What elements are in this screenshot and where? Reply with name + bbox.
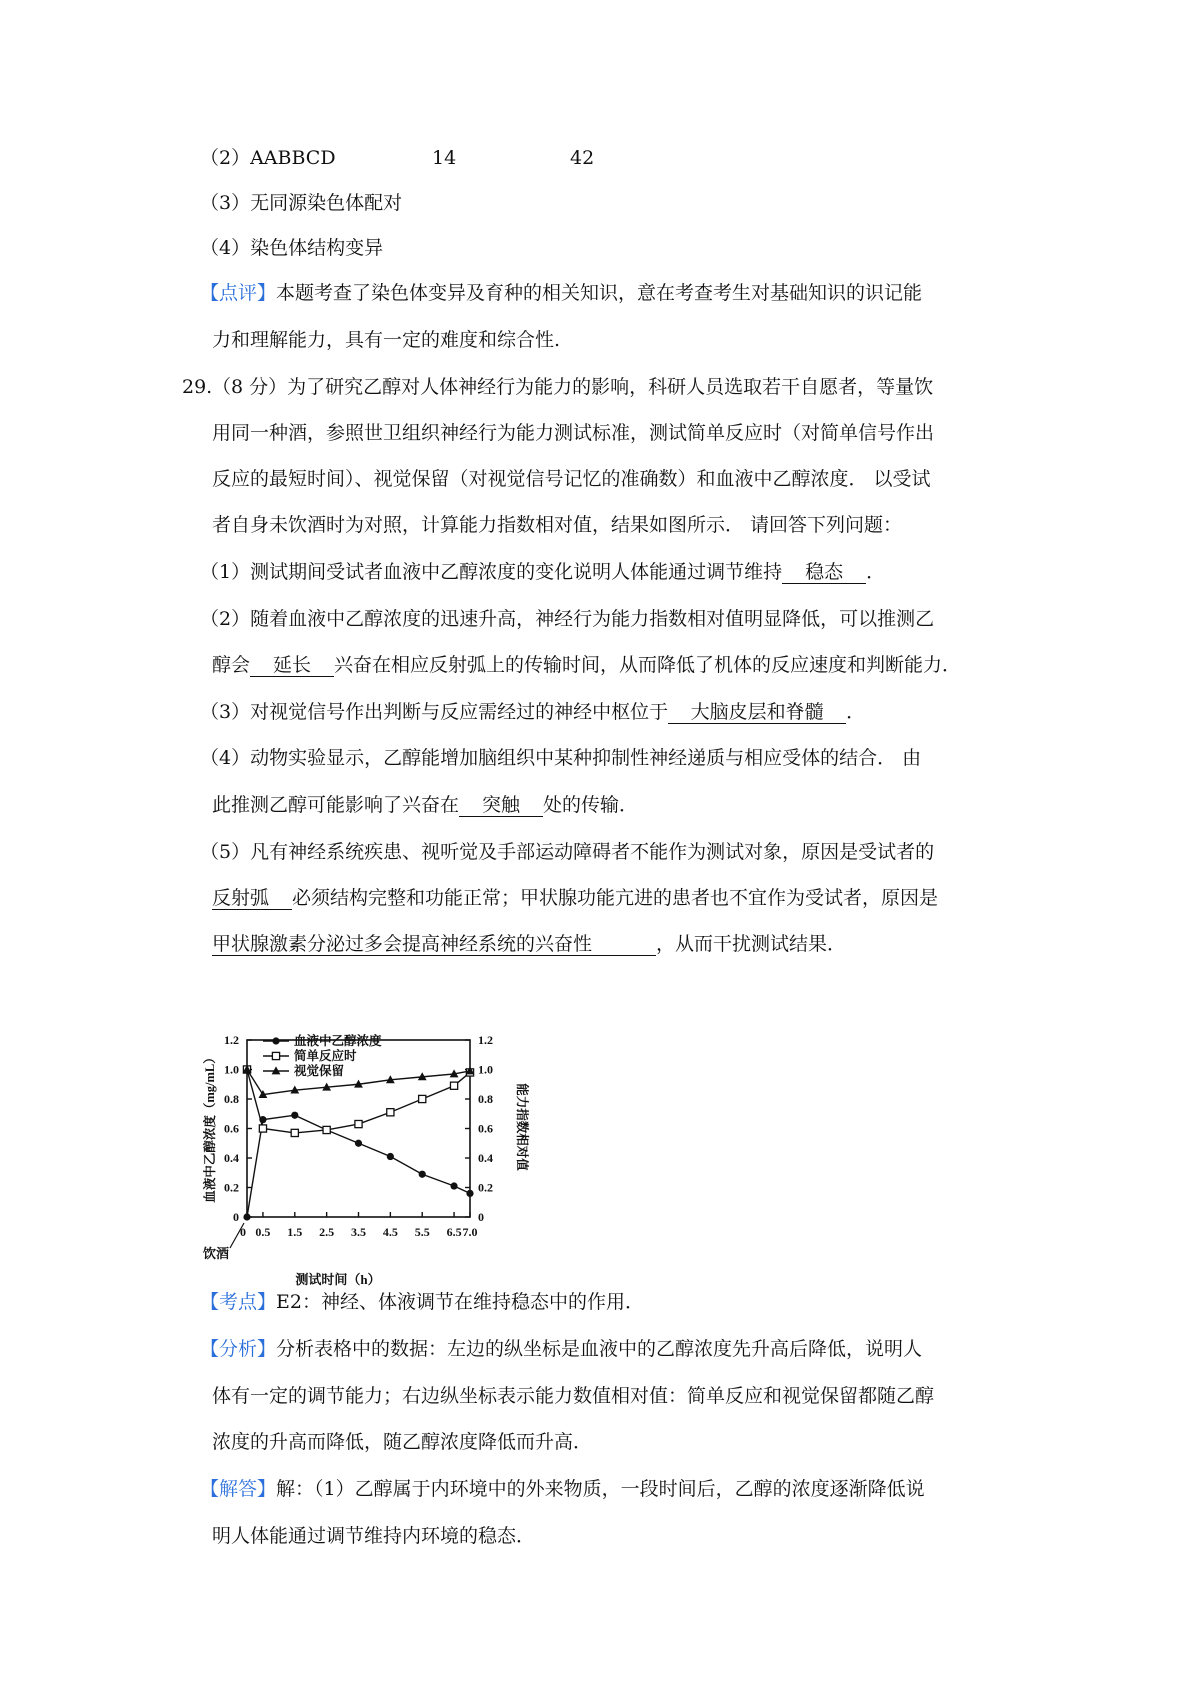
- data-point: [450, 1082, 457, 1089]
- y-tick-label-left: 0.6: [224, 1121, 239, 1136]
- ethanol-chart: [200, 1002, 580, 1292]
- data-point: [272, 1052, 279, 1059]
- data-point: [387, 1109, 394, 1116]
- chart-xlabel: 测试时间（h）: [295, 1272, 381, 1287]
- subq-2-text-end: 兴奋在相应反射弧上的传输时间，从而降低了机体的反应速度和判断能力．: [334, 654, 962, 676]
- jieda-line-1: [200, 1477, 925, 1501]
- subq-2-answer: 延长: [250, 654, 334, 677]
- data-point: [291, 1129, 298, 1136]
- subq-3: [200, 700, 865, 724]
- data-point: [243, 1213, 250, 1220]
- answer-2-number-1: 14: [432, 147, 457, 169]
- y-tick-label-left: 1.2: [224, 1033, 239, 1047]
- y-tick-label-left: 0.8: [224, 1092, 239, 1106]
- question-line-2: 用同一种酒，参照世卫组织神经行为能力测试标准，测试简单反应时（对简单信号作出: [212, 422, 935, 444]
- answer-2-value-1: [432, 146, 456, 170]
- data-point: [323, 1126, 330, 1133]
- subq-5-line-3: [212, 932, 846, 956]
- data-point: [291, 1112, 298, 1119]
- subq-5-line-1: （5）凡有神经系统疾患、视听觉及手部运动障碍者不能作为测试对象，原因是受试者的: [200, 841, 935, 863]
- subq-5-answer-2: 甲状腺激素分泌过多会提高神经系统的兴奋性: [212, 933, 656, 956]
- review-line-2: 力和理解能力，具有一定的难度和综合性.: [212, 329, 561, 351]
- y-tick-label-right: 0.4: [478, 1151, 493, 1165]
- y-tick-label-right: 0.6: [478, 1121, 493, 1136]
- y-tick-label-right: 1.2: [478, 1033, 493, 1047]
- legend-label: 血液中乙醇浓度: [294, 1034, 382, 1048]
- data-point: [272, 1037, 279, 1044]
- fenxi-tag: 【分析】: [200, 1338, 277, 1360]
- subq-4-end: 处的传输．: [543, 794, 639, 816]
- chart-axes: [247, 1040, 470, 1217]
- subq-3-answer: 大脑皮层和脊髓: [668, 701, 846, 724]
- question-number: 29.: [182, 376, 213, 398]
- subq-5-end: ，从而干扰测试结果．: [656, 933, 847, 955]
- question-line-1: （8 分）为了研究乙醇对人体神经行为能力的影响，科研人员选取若干自愿者，等量饮: [212, 376, 934, 398]
- subq-1-end: ．: [866, 561, 886, 583]
- subq-1-text: （1）测试期间受试者血液中乙醇浓度的变化说明人体能通过调节维持: [200, 561, 783, 583]
- subq-4-text: 此推测乙醇可能影响了兴奋在: [212, 794, 460, 816]
- question-line-4: 者自身未饮酒时为对照，计算能力指数相对值，结果如图所示． 请回答下列问题：: [212, 514, 903, 536]
- x-tick-label: 2.5: [319, 1225, 335, 1239]
- subq-4-line-1: （4）动物实验显示，乙醇能增加脑组织中某种抑制性神经递质与相应受体的结合． 由: [200, 747, 922, 769]
- fenxi-text-1: 分析表格中的数据：左边的纵坐标是血液中的乙醇浓度先升高后降低，说明人: [276, 1338, 923, 1360]
- review-tag: 【点评】: [200, 282, 277, 304]
- kaodian-tag: 【考点】: [200, 1291, 277, 1313]
- x-tick-label: 5.5: [414, 1225, 430, 1239]
- answer-2: [200, 146, 336, 170]
- review-text-1: 本题考查了染色体变异及育种的相关知识，意在考查考生对基础知识的识记能: [276, 282, 923, 304]
- x-tick-label: 4.5: [382, 1225, 398, 1239]
- jieda-line-2: 明人体能通过调节维持内环境的稳态．: [212, 1525, 536, 1547]
- legend-label: 简单反应时: [294, 1049, 357, 1063]
- data-point: [466, 1190, 473, 1197]
- subq-1-answer: 稳态: [782, 561, 866, 584]
- plot-frame: [247, 1040, 470, 1217]
- y-tick-label-right: 0.8: [478, 1092, 493, 1106]
- fenxi-line-3: 浓度的升高而降低，随乙醇浓度降低而升高．: [212, 1431, 593, 1453]
- answer-2-label: （2）AABBCD: [200, 147, 336, 169]
- data-point: [419, 1171, 426, 1178]
- data-point: [355, 1120, 362, 1127]
- data-point: [450, 1182, 457, 1189]
- x-tick-label: 0: [240, 1225, 246, 1239]
- y-tick-label-right: 0: [478, 1210, 484, 1224]
- x-tick-label: 3.5: [351, 1225, 366, 1239]
- subq-3-end: ．: [846, 701, 866, 723]
- review-line-1: [200, 281, 922, 305]
- jieda-tag: 【解答】: [200, 1478, 277, 1500]
- subq-2-line-2: [212, 653, 961, 677]
- subq-5-text: 必须结构完整和功能正常；甲状腺功能亢进的患者也不宜作为受试者，原因是: [292, 887, 939, 909]
- x-tick-label: 6.5: [446, 1225, 462, 1239]
- chart-x-start-label: 饮酒: [202, 1246, 230, 1261]
- data-point: [355, 1140, 362, 1147]
- answer-3: （3）无同源染色体配对: [200, 192, 403, 214]
- x-tick-label: 1.5: [287, 1225, 303, 1239]
- kaodian-line: [200, 1290, 644, 1314]
- fenxi-line-2: 体有一定的调节能力；右边纵坐标表示能力数值相对值：简单反应和视觉保留都随乙醇: [212, 1385, 935, 1407]
- y-tick-label-left: 0.2: [224, 1180, 239, 1195]
- y-tick-label-left: 1.0: [224, 1062, 239, 1077]
- subq-3-text: （3）对视觉信号作出判断与反应需经过的神经中枢位于: [200, 701, 669, 723]
- chart-series: [243, 1065, 475, 1221]
- series-open-square: [243, 1066, 473, 1137]
- y-tick-label-left: 0.4: [224, 1151, 239, 1165]
- subq-2-line-1: （2）随着血液中乙醇浓度的迅速升高，神经行为能力指数相对值明显降低，可以推测乙: [200, 608, 935, 630]
- x-tick-label: 0.5: [255, 1225, 271, 1239]
- answer-2-value-2: [570, 146, 594, 170]
- y-tick-label-right: 1.0: [478, 1062, 493, 1077]
- fenxi-line-1: [200, 1337, 922, 1361]
- y-tick-label-left: 0: [233, 1210, 239, 1224]
- subq-4-answer: 突触: [459, 794, 543, 817]
- jieda-text-1: 解：（1）乙醇属于内环境中的外来物质，一段时间后，乙醇的浓度逐渐降低说: [276, 1478, 925, 1500]
- data-point: [419, 1095, 426, 1102]
- data-point: [387, 1153, 394, 1160]
- legend-label: 视觉保留: [294, 1064, 345, 1078]
- subq-5-answer-1: 反射弧: [212, 887, 292, 910]
- x-tick-label: 7.0: [462, 1225, 478, 1239]
- data-point: [259, 1125, 266, 1132]
- question-line-3: 反应的最短时间）、视觉保留（对视觉信号记忆的准确数）和血液中乙醇浓度． 以受试: [212, 468, 931, 490]
- subq-5-line-2: [212, 886, 938, 910]
- chart-ylabel-left: 血液中乙醇浓度（mg/mL）: [203, 1051, 217, 1203]
- answer-4: （4）染色体结构变异: [200, 237, 384, 259]
- y-tick-label-right: 0.2: [478, 1180, 493, 1195]
- subq-1: [200, 560, 885, 584]
- answer-2-number-2: 42: [570, 147, 595, 169]
- kaodian-text: E2：神经、体液调节在维持稳态中的作用．: [276, 1291, 644, 1313]
- subq-4-line-2: [212, 793, 638, 817]
- subq-2-text: 醇会: [212, 654, 251, 676]
- chart-ylabel-right: 能力指数相对值: [515, 1083, 529, 1171]
